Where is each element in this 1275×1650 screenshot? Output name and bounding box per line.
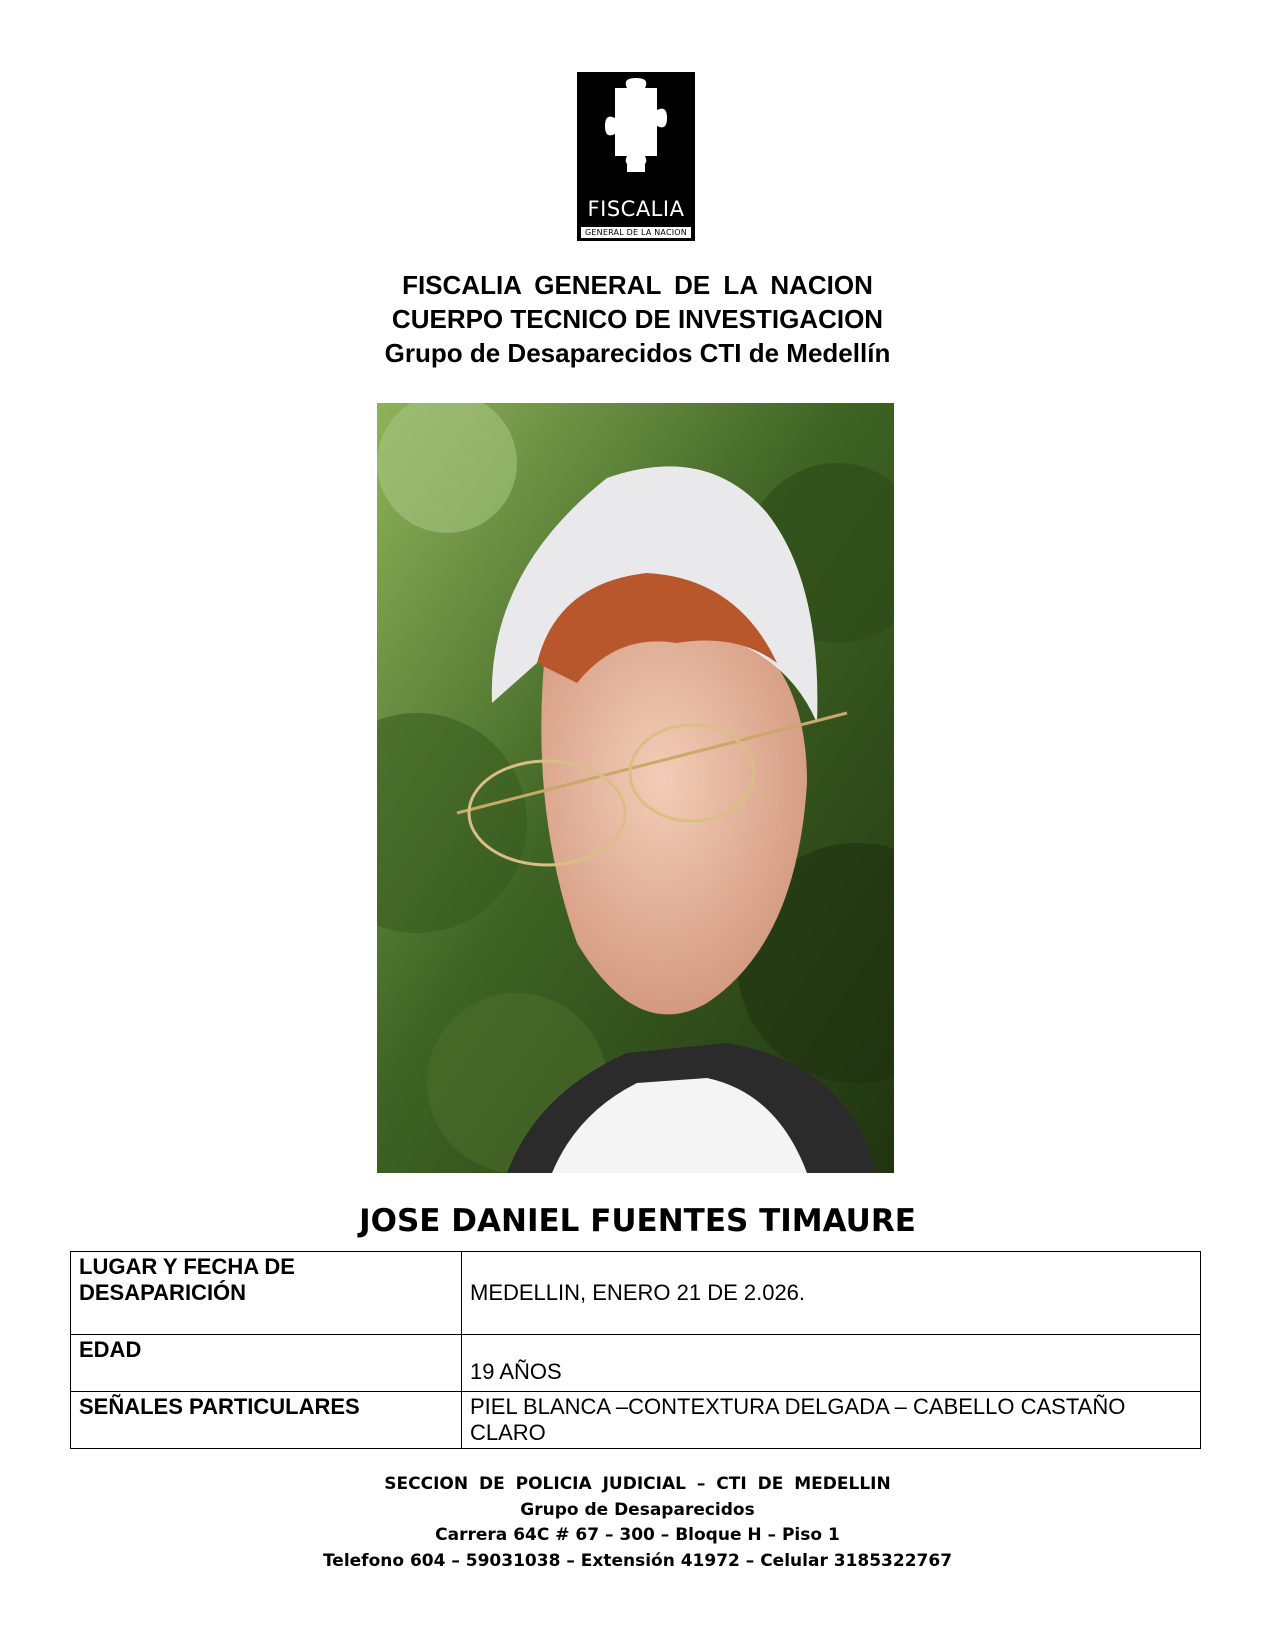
header-department: CUERPO TECNICO DE INVESTIGACION [391, 304, 884, 334]
header-institution: FISCALIA GENERAL DE LA NACION [402, 270, 873, 300]
features-label: SEÑALES PARTICULARES [71, 1392, 462, 1449]
table-row [71, 1335, 1201, 1392]
header-group: Grupo de Desaparecidos CTI de Medellín [384, 338, 891, 368]
logo-wordmark: FISCALIA [587, 197, 685, 221]
details-table [70, 1251, 1201, 1449]
document-header [0, 268, 1275, 370]
puzzle-piece-icon [577, 72, 695, 197]
table-row [71, 1252, 1201, 1335]
logo-subtitle: GENERAL DE LA NACION [581, 227, 691, 238]
person-name: JOSE DANIEL FUENTES TIMAURE [359, 1203, 916, 1239]
missing-person-photo [377, 403, 894, 1173]
footer-address: Carrera 64C # 67 – 300 – Bloque H – Piso 1 [435, 1525, 840, 1545]
table-row [71, 1392, 1201, 1449]
fiscalia-logo [577, 72, 695, 241]
age-label: EDAD [71, 1335, 462, 1392]
footer-section: SECCION DE POLICIA JUDICIAL – CTI DE MEDELLIN [384, 1474, 891, 1494]
disappearance-label: LUGAR Y FECHA DE DESAPARICIÓN [71, 1252, 462, 1335]
disappearance-value: MEDELLIN, ENERO 21 DE 2.026. [462, 1252, 1201, 1335]
contact-footer [0, 1472, 1275, 1574]
features-value: PIEL BLANCA –CONTEXTURA DELGADA – CABELLO CASTAÑO CLARO [462, 1392, 1201, 1449]
footer-phone: Telefono 604 – 59031038 – Extensión 41972 – Celular 3185322767 [322, 1550, 953, 1571]
footer-group: Grupo de Desaparecidos [520, 1499, 755, 1520]
age-value: 19 AÑOS [462, 1335, 1201, 1392]
